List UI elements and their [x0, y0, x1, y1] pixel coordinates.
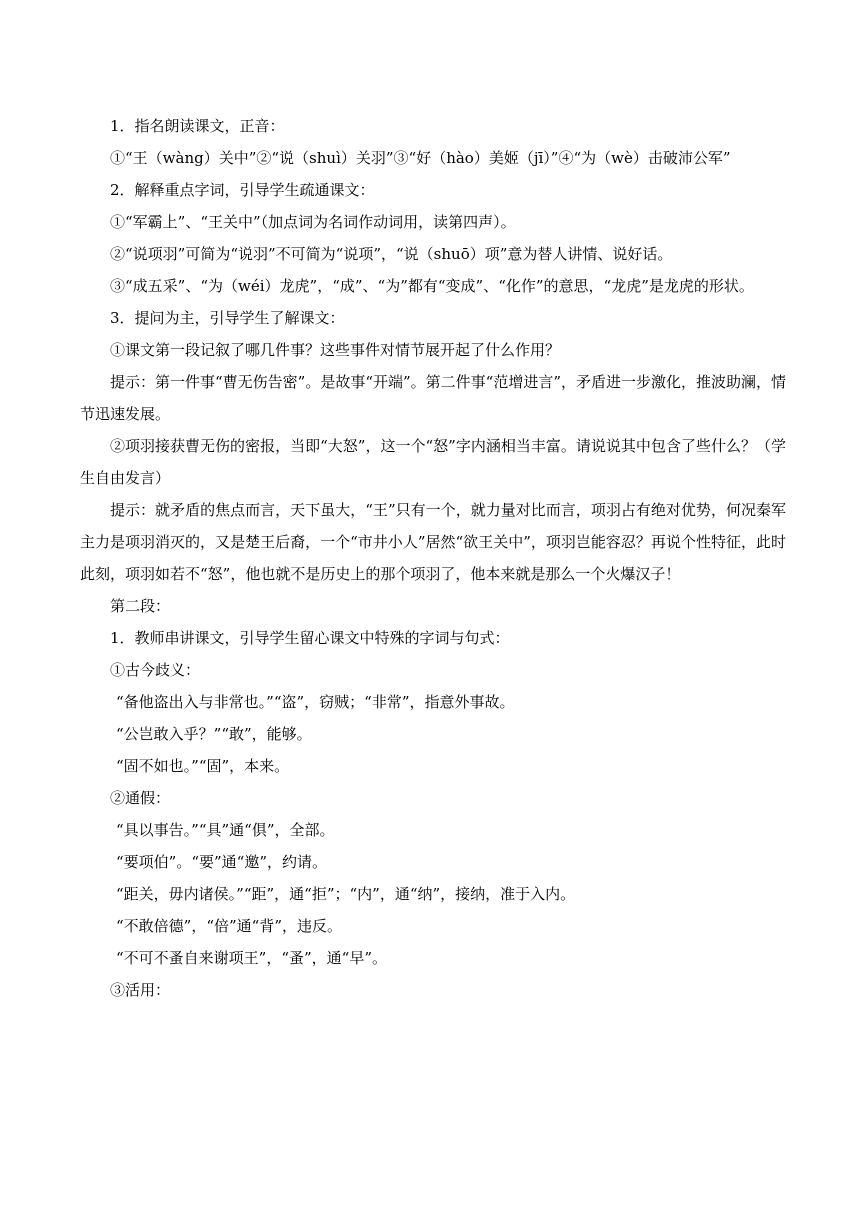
paragraph-vocab-3: ③“成五采”、“为（wéi）龙虎”，“成”、“为”都有“变成”、“化作”的意思，“龙虎”是龙虎的形状。 — [110, 277, 754, 295]
example-line: “要项伯”。“要”通“邀”，约请。 — [116, 853, 328, 871]
paragraph-question-1: ①课文第一段记叙了哪几件事？这些事件对情节展开起了什么作用？ — [110, 341, 561, 359]
example-line: “具以事告。”“具”通“俱”，全部。 — [116, 821, 335, 839]
paragraph-vocab-heading: 2．解释重点字词，引导学生疏通课文： — [110, 181, 375, 199]
example-line: “不可不蚤自来谢项王”，“蚤”，通“早”。 — [116, 949, 388, 967]
paragraph-hint-2: 提示：就矛盾的焦点而言，天下虽大，“王”只有一个，就力量对比而言，项羽占有绝对优势，何况秦军主力是项羽消灭的，又是楚王后裔，一个“市井小人”居然“欲王关中”，项羽岂能容忍？再说个性特征，此时此刻，项羽如若不“怒”，他也就不是历史上的那个项羽了，他本来就是那么一个火爆汉子！ — [80, 501, 786, 583]
section-heading-part-two: 第二段： — [110, 597, 171, 615]
paragraph-tongjia-heading: ②通假： — [110, 789, 171, 807]
paragraph-questions-heading: 3．提问为主，引导学生了解课文： — [110, 309, 345, 327]
paragraph-hint-1: 提示：第一件事“曹无伤告密”。是故事“开端”。第二件事“范增进言”，矛盾进一步激化，推波助澜，情节迅速发展。 — [80, 373, 787, 423]
paragraph-vocab-2: ②“说项羽”可简为“说羽”不可简为“说项”，“说（shuō）项”意为替人讲情、说好话。 — [110, 245, 673, 263]
example-line: “备他盗出入与非常也。”“盗”，窃贼；“非常”，指意外事故。 — [116, 693, 515, 711]
paragraph-vocab-1: ①“军霸上”、“王关中”（加点词为名词作动词用，读第四声）。 — [110, 213, 516, 231]
example-line: “公岂敢入乎？”“敢”，能够。 — [116, 725, 312, 743]
paragraph-lecture-heading: 1．教师串讲课文，引导学生留心课文中特殊的字词与句式： — [110, 629, 510, 647]
example-line: “不敢倍德”，“倍”通“背”，违反。 — [116, 917, 343, 935]
paragraph-pronunciation-items: ①“王（wàng）关中”②“说（shuì）关羽”③“好（hào）美姬（jī）”④“为（wè）击破沛公军” — [110, 149, 731, 167]
paragraph-ancient-modern-heading: ①古今歧义： — [110, 661, 201, 679]
example-line: “固不如也。”“固”，本来。 — [116, 757, 290, 775]
paragraph-pronunciation-heading: 1．指名朗读课文，正音： — [110, 117, 285, 135]
paragraph-question-2: ②项羽接获曹无伤的密报，当即“大怒”，这一个“怒”字内涵相当丰富。请说说其中包含了些什么？（学生自由发言） — [80, 437, 786, 487]
paragraph-huoyong-heading: ③活用： — [110, 981, 171, 999]
document-body — [80, 110, 786, 1006]
example-line: “距关，毋内诸侯。”“距”，通“拒”；“内”，通“纳”，接纳，准于入内。 — [116, 885, 576, 903]
